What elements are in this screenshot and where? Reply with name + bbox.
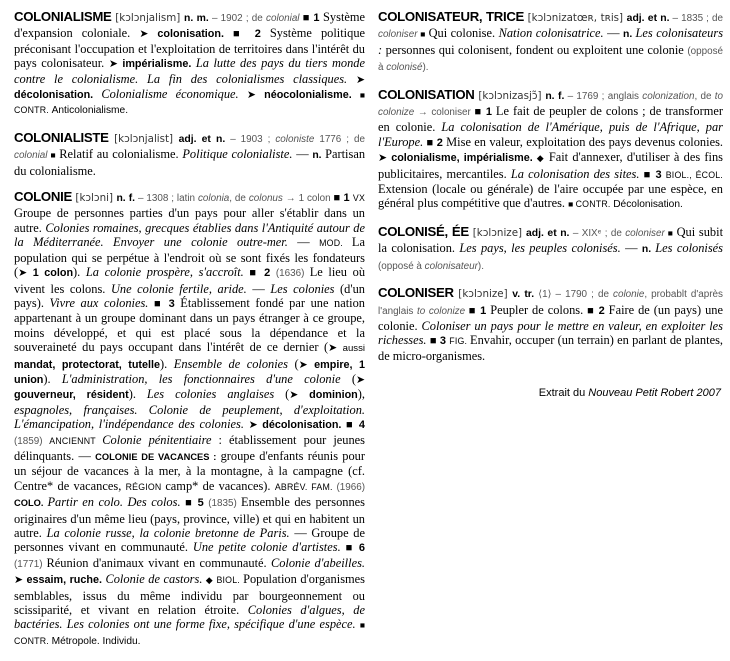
segment-txt: groupe d'enfants réunis pour un séjour de vacances à la mer, à la montagne, à la campagne (cf. Centre* de vacances, [14,448,365,493]
segment-sn: ■ 4 [346,419,365,432]
segment-txt: : établissement pour jeunes délinquants. — [14,432,366,463]
segment-txt: Qui colonise. [428,26,499,41]
segment-xr: ➤ colonialisme, impérialisme. [378,152,533,165]
segment-ety: (opposé à [378,45,723,74]
segment-pos: adj. et n. [526,227,570,239]
segment-it: Une colonie fertile, aride. [110,281,247,296]
segment-sn: ■ 2 [249,267,276,280]
segment-it: Colonialisme économique. [101,87,247,102]
segment-it: La colonie russe, la colonie bretonne de Paris. [46,526,290,540]
segment-txt: Mise en valeur, exploitation des pays devenus colonies. [446,134,723,149]
segment-it: Les colonisés [655,241,723,256]
segment-sq: ■ [47,150,60,161]
segment-pos: n. [312,150,326,162]
segment-pos: adj. et n. [178,133,226,145]
segment-it: Colonie de castors. [105,572,203,587]
headword: COLONISATEUR, TRICE [378,9,525,24]
segment-it: Vivre aux colonies. [49,295,154,310]
headword: COLONISATION [378,86,475,102]
segment-sn: ■ 1 [468,304,491,317]
segment-ph: [kɔlɔnize] [453,288,513,301]
segment-sq: ■ [664,227,677,238]
segment-xr: ➤ [328,342,343,355]
segment-txt: ). [73,265,86,280]
segment-sn: ■ 1 [333,192,353,205]
segment-sn: ■ 6 [345,542,365,555]
segment-ety: → coloniser [414,107,475,119]
headword: COLONISÉ, ÉE [378,223,469,239]
entry-coloniser [378,286,723,363]
segment-txt: ). [128,387,147,402]
segment-pos: n. [623,29,636,41]
segment-ety: – XIXᵉ ; de [569,227,626,239]
segment-ety: , de [229,193,249,205]
headword: COLONIALISTE [14,129,109,145]
source-attribution-prefix: Extrait du [538,387,589,400]
segment-etyit: to colonize [417,305,469,317]
segment-it: Nation colonisatrice. [498,26,604,41]
segment-sn: ■ 3 [429,335,450,348]
segment-sc: CONTR. [14,105,52,116]
segment-etyit: coloniste [275,133,315,145]
segment-it: Colonie d'abeilles. [270,555,365,570]
segment-txt: Le fait de peupler de colons ; de transformer en colonie. [378,104,723,135]
segment-ety: (opposé à [378,260,425,272]
segment-sc: VX [352,193,366,204]
segment-txt: Fait d'annexer, d'utiliser à des fins publicitaires, mercantiles. [378,150,723,181]
segment-ph: [kɔlɔnizatœʀ, tʀis] [524,12,627,24]
segment-ety: 1776 ; de [314,133,365,145]
segment-sn: ■ 1 [302,12,324,24]
segment-txt: La population qui se perpétue à l'endroit où se sont fixés les fondateurs ( [14,235,365,280]
segment-it: L'administration, les fonctionnaires d'une colonie [61,371,341,386]
segment-ety: , probablt d'après l'anglais [378,289,723,317]
dictionary-columns [14,10,723,661]
segment-ety: ⟨1⟩ – 1790 ; de [534,289,614,301]
segment-ety: – 1903 ; [225,133,276,145]
segment-txt: — [287,235,320,250]
entry-colonise [378,225,723,274]
entry-colonialisme [14,10,365,119]
segment-ph: [kɔlɔnize] [468,226,526,239]
segment-ph: [kɔlɔni] [71,192,117,205]
segment-ety: (1859) [14,435,50,447]
segment-ph: [kɔlɔnjalism] [111,12,184,24]
segment-pos: n. f. [116,193,136,205]
right-column-entries [378,10,723,363]
segment-it: Politique colonialiste. [182,147,293,162]
segment-txt: Réunion d'animaux vivant en communauté. [46,555,271,570]
segment-dia: ◆ [202,576,217,587]
segment-ety: ). [477,260,484,272]
segment-etyit: colonisé [386,62,423,74]
segment-ctr: Décolonisation. [613,199,683,211]
segment-ety: – 1769 ; anglais [564,90,643,102]
segment-xr: ➤ décolonisation. [248,419,346,432]
segment-txt: Le lieu où vivent les colons. [14,265,366,296]
segment-xr: ➤ néocolonialisme. [246,89,360,102]
segment-ety: , de [694,90,715,102]
segment-xr: ➤ 1 colon [18,267,74,280]
segment-txt: Qui subit la colonisation. [378,224,724,256]
segment-it: Coloniser un pays pour le mettre en valeur, en exploiter les richesses. [378,318,723,348]
segment-txt: Relatif au colonialisme. [59,147,183,162]
segment-txt: ( [288,356,299,371]
segment-txt: ( [274,387,290,402]
segment-ety: (1966) [336,481,365,493]
segment-txt: — [603,26,623,41]
segment-xr: mandat, protectorat, tutelle [14,358,161,371]
segment-it: Colonies d'algues, de bactéries. Les colonies ont une forme fixe, spécifique d'une espèce. [14,603,365,632]
segment-sc: MOD. [319,238,352,249]
segment-sc: BIOL., ÉCOL. [665,169,723,180]
left-column [14,10,365,661]
segment-sc: RÉGION [125,481,166,492]
segment-sc: ABRÉV. FAM. [274,481,337,492]
entry-colonisateur [378,10,723,76]
segment-sn: ■ 2 [587,304,609,317]
segment-sn: ■ 2 [426,136,447,149]
segment-ety: → 1 colon [282,193,334,205]
segment-xr: ➤ impérialisme. [108,58,196,71]
segment-txt: personnes qui colonisent, fondent ou exploitent une colonie [382,42,688,57]
segment-sq: ■ [568,199,576,210]
segment-sn: ■ 5 [185,497,209,510]
segment-ety: – 1835 ; de [669,13,723,24]
segment-it: Colonies romaines, grecques établies dans l'Antiquité autour de la Méditerranée. Envoyer une colonie outre-mer. [14,220,365,250]
segment-txt: Ensemble des personnes originaires d'un même lieu (pays, province, ville) et qui en habitent un autre. [14,495,365,540]
segment-ctr: Métropole. Individu. [51,635,141,647]
segment-sc: CONTR. [14,635,52,646]
segment-ety: – 1902 ; de [208,13,267,24]
segment-txt: — [292,147,313,162]
segment-sq: ■ [417,29,429,40]
segment-pos: n. f. [545,90,565,102]
segment-xr: ➤ colonisation. [139,28,233,41]
segment-sc: BIOL. [216,575,244,586]
segment-xr: ➤ essaim, ruche. [14,574,106,587]
segment-sq: ■ [359,90,365,101]
segment-xr: ➤ gouverneur, résident [14,373,365,402]
segment-txt: Groupe de personnes parties d'un pays pour aller s'établir dans un autre. [14,206,365,235]
segment-xr: ➤ dominion [289,389,358,402]
headword: COLONIALISME [14,9,112,24]
segment-etyit: colonial [266,13,303,24]
segment-txt: Établissement fondé par une nation appartenant à un groupe dominant dans un pays étranger à ce groupe, moins développé, et qui est placé sous la dépendance et la souveraineté du pays occupant dans l'intérêt de ce dernier ( [14,295,365,355]
segment-xr: ➤ décolonisation. [14,73,365,102]
segment-scb: COLONIE DE VACANCES : [95,451,217,462]
segment-it: La lutte des pays du tiers monde contre le colonialisme. La fin des colonialismes classiques. [14,56,365,86]
segment-txt: — [620,241,642,256]
segment-etyit: coloniser [625,227,665,239]
segment-etyit: to colonize [378,90,724,119]
source-attribution [378,387,723,399]
segment-sn: ■ 2 [233,28,270,41]
segment-txt: ). [43,371,62,386]
segment-it: Une petite colonie d'artistes. [192,540,346,555]
segment-sn: ■ 3 [643,168,666,181]
segment-ctr: Anticolonialisme. [51,105,129,117]
entry-colonisation [378,88,723,213]
segment-txt: ( [340,371,356,386]
segment-sq: ■ [359,620,365,631]
segment-txt: ), [357,387,365,402]
right-column [378,10,723,661]
segment-it: Colonie pénitentiaire [102,432,212,447]
segment-etyit: colonisateur [424,260,478,272]
segment-etyit: colonization [642,90,695,102]
segment-aux: aussi [342,343,366,355]
segment-it: Ensemble de colonies [173,356,289,371]
segment-it: Les colonies anglaises [146,387,275,402]
segment-ph: [kɔlɔnizasjɔ̃] [474,89,546,102]
segment-ph: [kɔlɔnjalist] [108,132,179,145]
segment-txt: — Groupe de personnes vivant en communauté. [14,526,365,555]
segment-it: La colonisation de l'Amérique, puis de l'Afrique, par l'Europe. [378,120,723,149]
left-column-entries [14,10,365,649]
segment-it: espagnoles, françaises. Colonie de peuplement, d'exploitation. L'émancipation, l'indépendance des colonies. [14,402,365,432]
entry-colonialiste [14,131,365,178]
segment-it: Les colonies [270,281,335,296]
segment-ety: ). [422,62,429,74]
segment-ety: – 1308 ; latin [135,193,198,205]
segment-ety: (1636) [275,268,310,280]
segment-pos: n. m. [184,13,209,24]
segment-xr: ➤ empire, 1 union [14,358,365,386]
source-title: Nouveau Petit Robert 2007 [588,387,721,400]
headword: COLONIE [14,189,72,205]
segment-pos: adj. et n. [626,13,670,24]
segment-it: Les colonisateurs : [378,26,724,57]
segment-txt: camp* de vacances). [165,478,275,493]
segment-sc: ANCIENNT [49,435,103,446]
segment-ety: (1771) [14,558,47,570]
segment-txt: Partisan du colonialisme. [14,147,366,178]
segment-txt: ). [160,356,174,371]
entry-colonie [14,190,365,649]
segment-ety: (1835) [208,498,241,510]
segment-etyit: colonia [197,193,230,205]
segment-sn: ■ 3 [153,297,181,310]
segment-etyit: coloniser [378,29,418,41]
segment-txt: Système d'expansion coloniale. [14,10,366,41]
segment-txt: Peupler de colons. [490,302,588,317]
segment-sc: FIG. [449,336,470,347]
segment-etyit: colonie [613,289,645,301]
segment-pos: n. [641,244,656,256]
segment-it: Les pays, les peuples colonisés. [459,241,621,256]
segment-etyit: colonial [14,150,48,162]
segment-scb: COLO. [14,498,48,509]
segment-txt: Extension (locale ou générale) de l'aire occupée par une espèce, en général plus compétitive que d'autres. [378,182,723,211]
segment-txt: (d'un pays). [14,281,365,310]
segment-dia: ◆ [532,154,549,165]
segment-txt: — [246,281,271,296]
segment-it: La colonisation des sites. [510,166,644,181]
segment-txt: Envahir, occuper (un terrain) en parlant de plantes, de micro-organismes. [378,333,723,363]
headword: COLONISER [378,285,454,301]
segment-txt: Système politique préconisant l'occupation et l'exploitation de territoires dans l'intérêt du pays colonisateur. [14,26,366,71]
segment-sc: CONTR. [575,199,614,210]
segment-etyit: colonus [248,193,283,205]
segment-it: La colonie prospère, s'accroît. [85,265,250,280]
segment-pos: v. tr. [512,289,535,301]
segment-txt: Faire de (un pays) une colonie. [378,302,723,333]
segment-it: Partir en colo. Des colos. [47,495,186,510]
segment-sn: ■ 1 [474,106,496,119]
segment-txt: Population d'organismes semblables, issus du même individu par bourgeonnement ou scissiparité, et vivant en relation étroite. [14,572,365,618]
